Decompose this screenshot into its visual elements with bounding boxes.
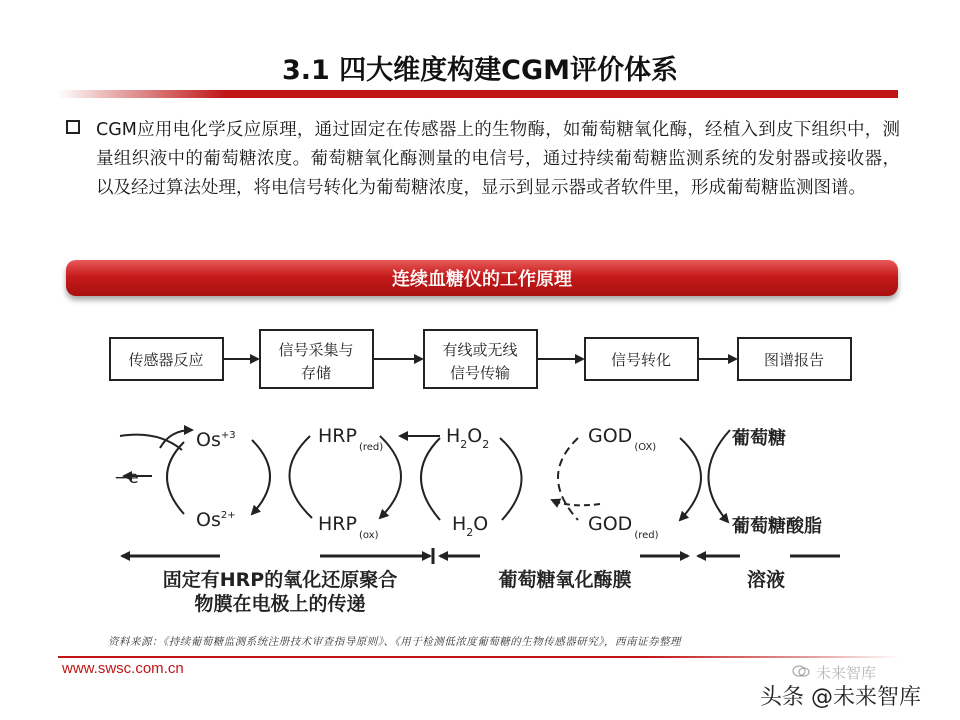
- cycle-arc-glucose: [708, 430, 730, 522]
- gluconolactone-label: 葡萄糖酸脂: [732, 516, 822, 537]
- flow-box-sensor-reaction-label: 传感器反应: [128, 351, 204, 369]
- flow-box-signal-acquisition-line2: 存储: [300, 364, 332, 382]
- h2o-label: $H_2O$: [452, 513, 489, 539]
- layer1-label-line1: 固定有HRP的氧化还原聚合: [162, 569, 398, 591]
- glucose-label: 葡萄糖: [732, 428, 786, 449]
- watermark-logo-icon: [792, 664, 810, 678]
- os2-label: $Os^{2+}$: [196, 509, 236, 531]
- banner-label: 连续血糖仪的工作原理: [392, 269, 572, 290]
- flow-box-signal-transmission-line1: 有线或无线: [442, 341, 518, 359]
- cycle-arc-god-left: [558, 438, 578, 520]
- watermark-credit: 头条 @未来智库: [760, 685, 921, 710]
- cycle-arc-os-left: [167, 442, 184, 514]
- section-banner: [66, 260, 898, 296]
- cycle-arc-h2o2-left: [421, 438, 440, 520]
- flow-box-signal-transmission-line2: 信号传输: [449, 364, 511, 382]
- cycle-arc-god-right: [680, 438, 701, 520]
- electron-label: −e: [114, 468, 139, 488]
- flow-box-report-label: 图谱报告: [763, 351, 825, 369]
- layer1-label-line2: 物膜在电极上的传递: [194, 593, 366, 615]
- flow-box-signal-conversion-label: 信号转化: [610, 351, 672, 369]
- bullet-text: CGM应用电化学反应原理，通过固定在传感器上的生物酶，如葡萄糖氧化酶，经植入到皮下组织中，测量组织液中的葡萄糖浓度。葡萄糖氧化酶测量的电信号，通过持续葡萄糖监测系统的发射器或接收器，以及经过算法处理，将电信号转化为葡萄糖浓度，显示到显示器或者软件里，形成葡萄糖监测图谱。: [96, 120, 900, 198]
- footer-url[interactable]: www.swsc.com.cn: [62, 660, 184, 677]
- hrp-ox-label: $HRP_{(ox)}$: [318, 513, 379, 541]
- square-bullet-icon: [66, 120, 80, 134]
- bullet-paragraph: [66, 116, 900, 203]
- cycle-arc-h2o2-right: [500, 438, 522, 520]
- dashed-return-arrow: [552, 500, 600, 505]
- cgm-principle-figure: [100, 318, 890, 618]
- source-note: 资料来源：《持续葡萄糖监测系统注册技术审查指导原则》、《用于检测低浓度葡萄糖的生物传感器研究》，西南证券整理: [108, 636, 681, 648]
- cycle-arc-electrode: [120, 435, 182, 450]
- flow-chart: [110, 330, 851, 388]
- page-title: 3.1 四大维度构建CGM评价体系: [281, 55, 679, 86]
- watermark-faint: 未来智库: [816, 664, 877, 682]
- h2o2-label: $H_2O_2$: [446, 425, 490, 451]
- layer3-label: 溶液: [746, 569, 786, 591]
- layer2-label: 葡萄糖氧化酶膜: [498, 569, 632, 591]
- flow-box-signal-acquisition-line1: 信号采集与: [278, 341, 354, 359]
- god-ox-label: $GOD_{(OX)}$: [588, 425, 657, 453]
- layer-indicators: [122, 548, 840, 615]
- cycle-arc-os-right: [252, 440, 270, 514]
- title-divider: [58, 90, 898, 98]
- cycle-arc-hrp-left: [289, 436, 312, 518]
- hrp-red-label: $HRP_{(red)}$: [318, 425, 384, 453]
- god-red-label: $GOD_{(red)}$: [588, 513, 659, 541]
- os3-label: $Os^{+3}$: [196, 429, 236, 451]
- footer-divider: [58, 656, 900, 658]
- redox-chain: [114, 425, 822, 541]
